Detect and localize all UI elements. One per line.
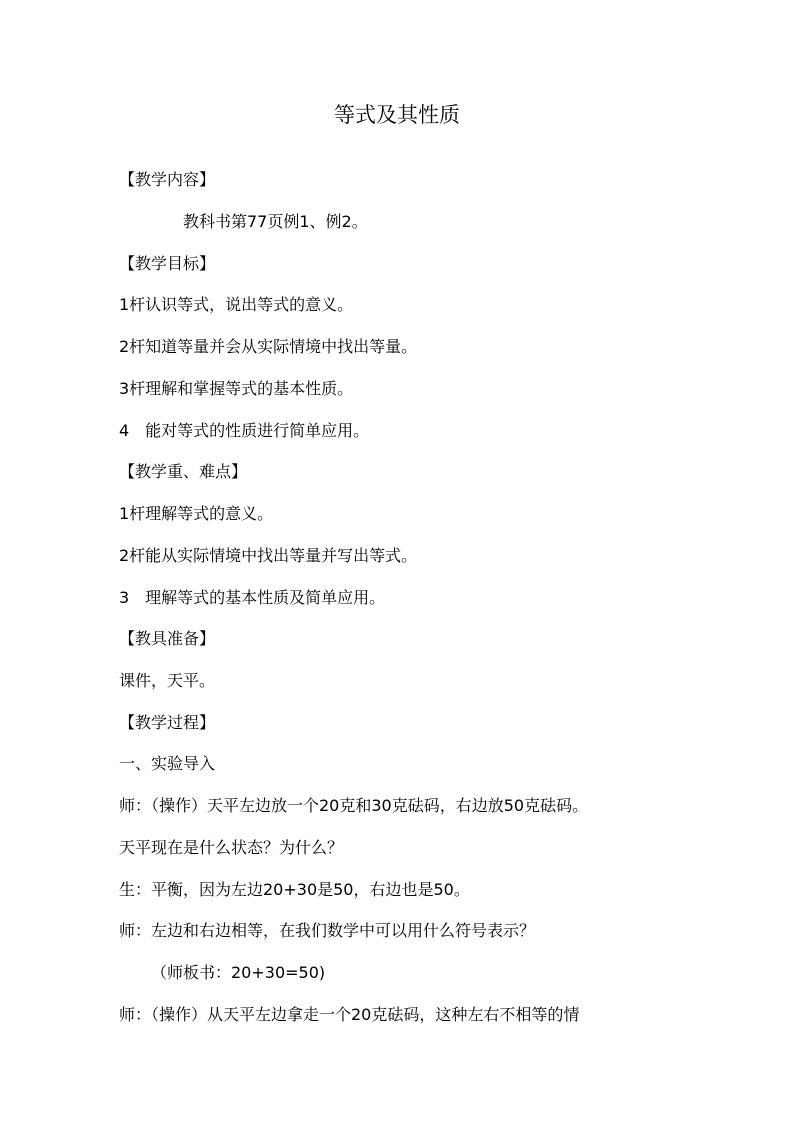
paragraph-dialogue-5: 师：（操作）从天平左边拿走一个20克砝码，这种左右不相等的情 — [119, 1005, 580, 1024]
paragraph-dialogue-1: 师：（操作）天平左边放一个20克和30克砝码，右边放50克砝码。 — [119, 796, 589, 815]
goal-item-2: 2杆知道等量并会从实际情境中找出等量。 — [119, 337, 418, 356]
section-heading-goals: 【教学目标】 — [119, 254, 216, 273]
section-heading-key-points: 【教学重、难点】 — [119, 462, 248, 481]
document-title: 等式及其性质 — [334, 103, 460, 127]
section-heading-process: 【教学过程】 — [119, 713, 216, 732]
goal-item-3: 3杆理解和掌握等式的基本性质。 — [119, 379, 354, 398]
paragraph-dialogue-2: 天平现在是什么状态？为什么？ — [119, 838, 344, 857]
paragraph-dialogue-3: 生：平衡，因为左边20+30是50，右边也是50。 — [119, 880, 470, 899]
key-point-item-2: 2杆能从实际情境中找出等量并写出等式。 — [119, 546, 418, 565]
key-point-item-1: 1杆理解等式的意义。 — [119, 504, 274, 523]
goal-item-4: 4 能对等式的性质进行简单应用。 — [119, 421, 370, 440]
section-heading-materials: 【教具准备】 — [119, 629, 216, 648]
goal-item-1: 1杆认识等式，说出等式的意义。 — [119, 295, 354, 314]
paragraph-dialogue-4: 师：左边和右边相等，在我们数学中可以用什么符号表示？ — [119, 921, 536, 940]
subheading-intro: 一、实验导入 — [119, 754, 216, 773]
key-point-item-3: 3 理解等式的基本性质及简单应用。 — [119, 588, 386, 607]
paragraph-board-note: （师板书：20+30=50) — [151, 963, 326, 982]
paragraph-content: 教科书第77页例1、例2。 — [183, 212, 368, 231]
paragraph-materials: 课件，天平。 — [119, 671, 216, 690]
section-heading-content: 【教学内容】 — [119, 170, 216, 189]
